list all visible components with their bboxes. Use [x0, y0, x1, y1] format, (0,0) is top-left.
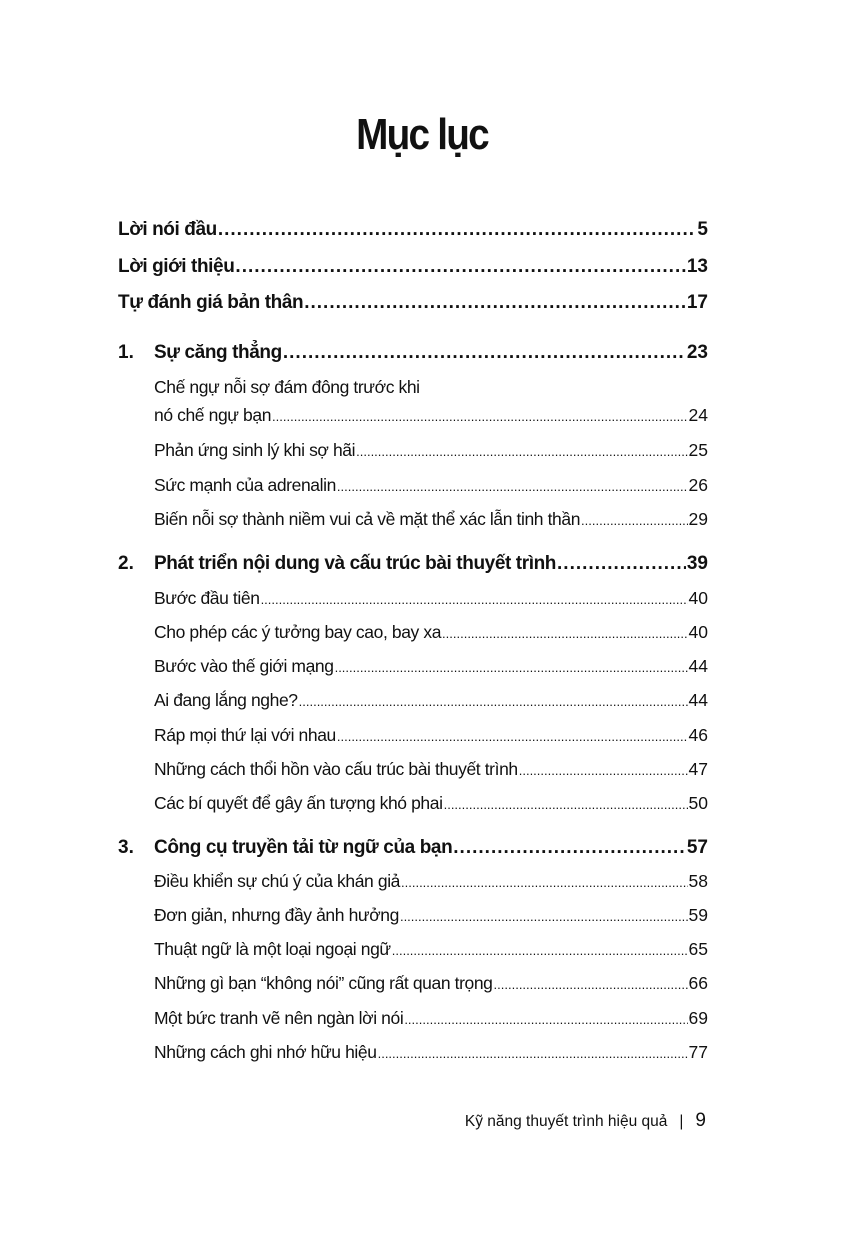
chapter-number: 3.	[118, 837, 134, 858]
dot-leader	[392, 939, 688, 960]
toc-chapter-2[interactable]	[118, 553, 708, 581]
toc-entry-tu-danh-gia[interactable]	[118, 292, 708, 320]
toc-entry-label: Những cách thổi hồn vào cấu trúc bài thuyết trình	[154, 759, 518, 779]
toc-entry-label: Ai đang lắng nghe?	[154, 690, 298, 710]
toc-entry-page: 59	[688, 905, 708, 925]
toc-entry-page: 44	[688, 690, 708, 710]
toc-entry-page: 77	[688, 1042, 708, 1062]
dot-leader	[400, 905, 688, 926]
toc-entry-page: 65	[688, 939, 708, 959]
dot-leader	[378, 1042, 688, 1063]
chapter-number: 1.	[118, 342, 134, 363]
toc-entry-label: Cho phép các ý tưởng bay cao, bay xa	[154, 622, 442, 642]
toc-entry-label: Lời giới thiệu	[118, 256, 235, 277]
toc-chapter-1[interactable]	[118, 342, 708, 370]
page-title: Mục lục	[356, 110, 488, 159]
toc-section[interactable]	[154, 405, 708, 433]
toc-entry-label: nó chế ngự bạn	[154, 405, 272, 425]
toc-entry-label: Thuật ngữ là một loại ngoại ngữ	[154, 939, 391, 959]
toc-entry-label: Bước đầu tiên	[154, 588, 260, 608]
dot-leader	[581, 509, 687, 530]
toc-section-label-line1[interactable]: Chế ngự nỗi sợ đám đông trước khi	[154, 377, 420, 397]
page-number: 9	[695, 1110, 706, 1131]
dot-leader	[519, 759, 688, 780]
toc-entry-loi-gioi-thieu[interactable]	[118, 256, 708, 284]
toc-entry-page: 39	[686, 553, 708, 574]
chapter-number: 2.	[118, 553, 134, 574]
toc-entry-page: 23	[686, 342, 708, 363]
page-footer	[465, 1110, 706, 1132]
toc-entry-page: 5	[697, 219, 708, 240]
toc-section[interactable]	[154, 475, 708, 503]
dot-leader	[442, 622, 688, 643]
toc-entry-label: Công cụ truyền tải từ ngữ của bạn	[154, 837, 453, 858]
toc-section[interactable]	[154, 656, 708, 684]
dot-leader	[283, 342, 686, 364]
toc-section[interactable]	[154, 622, 708, 650]
toc-entry-label: Các bí quyết để gây ấn tượng khó phai	[154, 793, 443, 813]
toc-section[interactable]	[154, 871, 708, 899]
toc-entry-page: 40	[688, 588, 708, 608]
dot-leader	[337, 475, 688, 496]
dot-leader	[335, 656, 688, 677]
toc-section[interactable]	[154, 509, 708, 537]
toc-entry-page: 25	[688, 440, 708, 460]
toc-entry-label: Bước vào thế giới mạng	[154, 656, 334, 676]
toc-section[interactable]	[154, 759, 708, 787]
toc-entry-loi-noi-dau[interactable]	[118, 219, 708, 247]
toc-entry-label: Sự căng thẳng	[154, 342, 282, 363]
toc-entry-page: 17	[686, 292, 708, 313]
toc-entry-page: 26	[688, 475, 708, 495]
dot-leader	[401, 871, 688, 892]
toc-entry-label: Một bức tranh vẽ nên ngàn lời nói	[154, 1008, 404, 1028]
toc-entry-page: 29	[688, 509, 708, 529]
dot-leader	[444, 793, 688, 814]
toc-entry-label: Sức mạnh của adrenalin	[154, 475, 336, 495]
toc-section[interactable]	[154, 939, 708, 967]
toc-section[interactable]	[154, 588, 708, 616]
toc-entry-label: Những gì bạn “không nói” cũng rất quan trọng	[154, 973, 493, 993]
dot-leader	[235, 256, 685, 278]
running-book-title: Kỹ năng thuyết trình hiệu quả	[464, 1113, 668, 1130]
toc-entry-page: 47	[688, 759, 708, 779]
dot-leader	[494, 973, 688, 994]
toc-section[interactable]	[154, 725, 708, 753]
toc-section[interactable]	[154, 973, 708, 1001]
toc-entry-page: 40	[688, 622, 708, 642]
toc-entry-page: 13	[686, 256, 708, 277]
toc-entry-page: 46	[688, 725, 708, 745]
toc-entry-label: Ráp mọi thứ lại với nhau	[154, 725, 336, 745]
toc-entry-page: 58	[688, 871, 708, 891]
toc-entry-label: Đơn giản, nhưng đầy ảnh hưởng	[154, 905, 399, 925]
toc-entry-label: Biến nỗi sợ thành niềm vui cả về mặt thể xác lẫn tinh thần	[154, 509, 581, 529]
toc-entry-label: Phản ứng sinh lý khi sợ hãi	[154, 440, 356, 460]
dot-leader	[218, 219, 697, 241]
dot-leader	[261, 588, 688, 609]
toc-entry-page: 44	[688, 656, 708, 676]
toc-entry-page: 24	[688, 405, 708, 425]
toc-entry-page: 69	[688, 1008, 708, 1028]
toc-entry-label: Điều khiển sự chú ý của khán giả	[154, 871, 401, 891]
dot-leader	[404, 1008, 687, 1029]
toc-section[interactable]	[154, 1008, 708, 1036]
dot-leader	[356, 440, 687, 461]
footer-separator: |	[679, 1113, 684, 1130]
toc-section[interactable]	[154, 690, 708, 718]
dot-leader	[557, 553, 686, 575]
toc-entry-label: Phát triển nội dung và cấu trúc bài thuyết trình	[154, 553, 557, 574]
toc-section[interactable]	[154, 1042, 708, 1070]
toc-entry-label: Lời nói đầu	[118, 219, 217, 240]
dot-leader	[299, 690, 688, 711]
toc-entry-page: 50	[688, 793, 708, 813]
toc-section[interactable]	[154, 905, 708, 933]
toc-section[interactable]	[154, 793, 708, 821]
toc-entry-label: Những cách ghi nhớ hữu hiệu	[154, 1042, 377, 1062]
dot-leader	[304, 292, 686, 314]
toc-entry-label: Tự đánh giá bản thân	[118, 292, 304, 313]
toc-chapter-3[interactable]	[118, 837, 708, 865]
toc-entry-page: 57	[686, 837, 708, 858]
dot-leader	[272, 405, 687, 426]
toc-entry-page: 66	[688, 973, 708, 993]
dot-leader	[453, 837, 686, 859]
toc-section[interactable]	[154, 440, 708, 468]
dot-leader	[337, 725, 688, 746]
